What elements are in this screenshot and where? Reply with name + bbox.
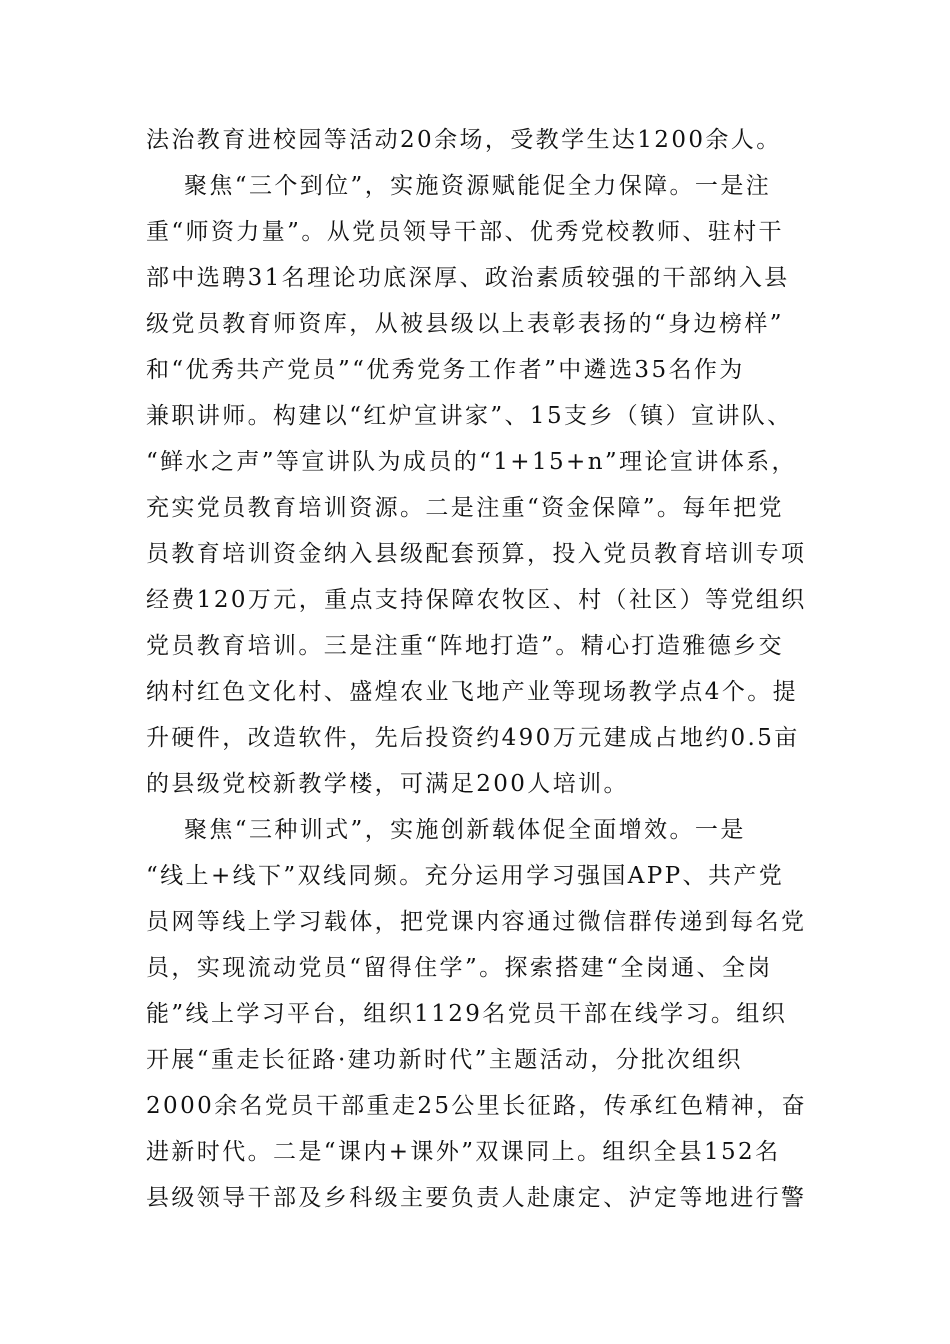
paragraph-line: 员，实现流动党员“留得住学”。探索搭建“全岗通、全岗 [146, 955, 773, 981]
paragraph-line: 员网等线上学习载体，把党课内容通过微信群传递到每名党 [146, 909, 807, 935]
paragraph-line: 重“师资力量”。从党员领导干部、优秀党校教师、驻村干 [146, 219, 784, 245]
paragraph-line: 的县级党校新教学楼，可满足200人培训。 [146, 771, 629, 797]
paragraph-line: 纳村红色文化村、盛煌农业飞地产业等现场教学点4个。提 [146, 679, 799, 705]
paragraph-line: “线上+线下”双线同频。充分运用学习强国APP、共产党 [146, 863, 785, 889]
paragraph-line: 兼职讲师。构建以“红炉宣讲家”、15支乡（镇）宣讲队、 [146, 403, 793, 429]
paragraph-line: 和“优秀共产党员”“优秀党务工作者”中遴选35名作为 [146, 357, 745, 383]
paragraph-line: 开展“重走长征路·建功新时代”主题活动，分批次组织 [146, 1047, 743, 1073]
paragraph-line: 员教育培训资金纳入县级配套预算，投入党员教育培训专项 [146, 541, 807, 567]
paragraph-line: 聚焦“三个到位”，实施资源赋能促全力保障。一是注 [184, 173, 772, 199]
paragraph-line: “鲜水之声”等宣讲队为成员的“1+15+n”理论宣讲体系， [146, 449, 797, 475]
paragraph-line: 级党员教育师资库，从被县级以上表彰表扬的“身边榜样” [146, 311, 784, 337]
paragraph-line: 经费120万元，重点支持保障农牧区、村（社区）等党组织 [146, 587, 807, 613]
paragraph-line: 部中选聘31名理论功底深厚、政治素质较强的干部纳入县 [146, 265, 790, 291]
paragraph-line: 进新时代。二是“课内+课外”双课同上。组织全县152名 [146, 1139, 781, 1165]
paragraph-line: 党员教育培训。三是注重“阵地打造”。精心打造雅德乡交 [146, 633, 784, 659]
paragraph-line: 法治教育进校园等活动20余场，受教学生达1200余人。 [146, 127, 782, 153]
paragraph-line: 聚焦“三种训式”，实施创新载体促全面增效。一是 [184, 817, 746, 843]
paragraph-line: 能”线上学习平台，组织1129名党员干部在线学习。组织 [146, 1001, 788, 1027]
paragraph-line: 县级领导干部及乡科级主要负责人赴康定、泸定等地进行警 [146, 1185, 807, 1211]
paragraph-line: 充实党员教育培训资源。二是注重“资金保障”。每年把党 [146, 495, 784, 521]
paragraph-line: 2000余名党员干部重走25公里长征路，传承红色精神，奋 [146, 1093, 807, 1119]
paragraph-line: 升硬件，改造软件，先后投资约490万元建成占地约0.5亩 [146, 725, 800, 751]
